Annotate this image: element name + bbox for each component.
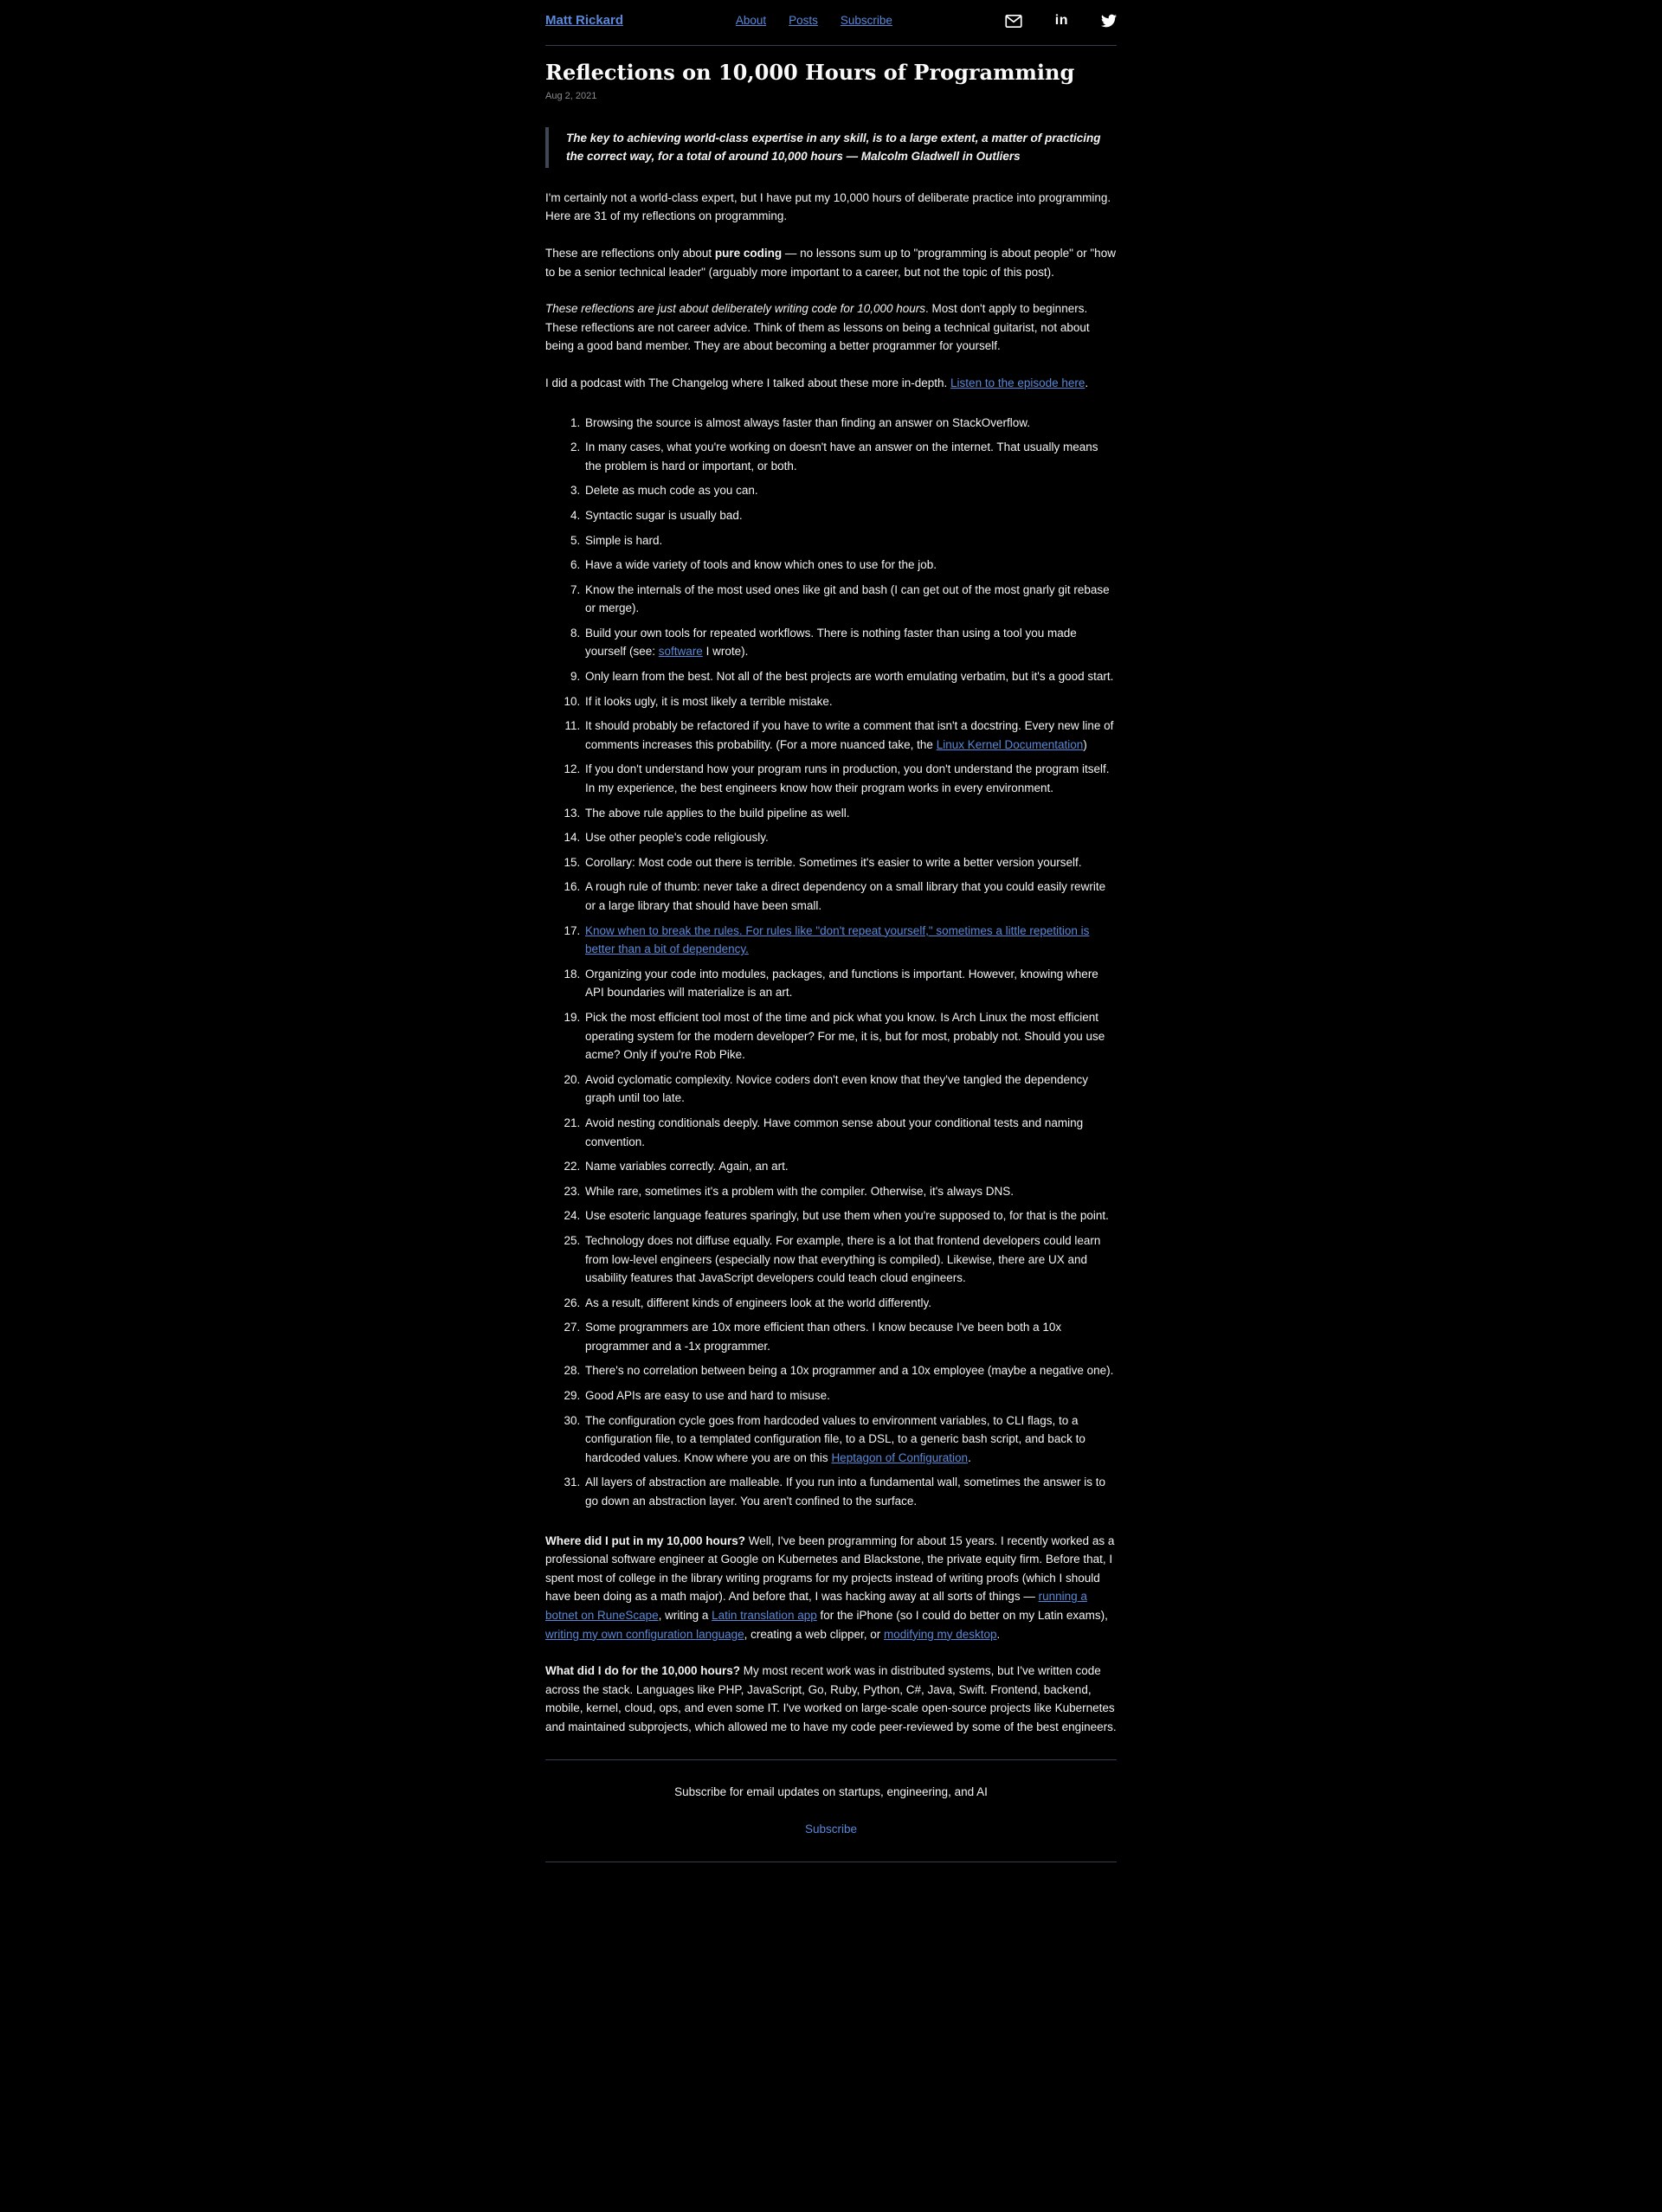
site-footer xyxy=(545,1759,1117,1862)
text-segment: There's no correlation between being a 10x programmer and a 10x employee (maybe a negative one). xyxy=(585,1364,1114,1378)
text-segment: Use esoteric language features sparingly, but use them when you're supposed to, for that is the point. xyxy=(585,1209,1109,1223)
list-item xyxy=(583,624,1117,661)
text-segment: The key to achieving world-class expertise in any skill, is to a large extent, a matter of practicing the correct way, for a total of around 10,000 hours — Malcolm Gladwell in Outliers xyxy=(566,131,1101,164)
nav-about[interactable]: About xyxy=(735,14,767,28)
list-item xyxy=(583,581,1117,618)
list-item xyxy=(583,760,1117,797)
text-segment: . xyxy=(996,1627,1001,1641)
page-title: Reflections on 10,000 Hours of Programming xyxy=(545,60,1075,85)
post-date: Aug 2, 2021 xyxy=(545,91,597,101)
text-segment: Build your own tools for repeated workflows. There is nothing faster than using a tool you made yourself (see: xyxy=(585,626,1077,659)
inline-link[interactable]: running a botnet on RuneScape xyxy=(545,1590,1087,1622)
list-item xyxy=(583,1206,1117,1225)
text-segment: Know the internals of the most used ones like git and bash (I can get out of the most gnarly git rebase or merge). xyxy=(585,582,1110,615)
text-segment: My most recent work was in distributed systems, but I've written code across the stack. Languages like PHP, JavaScript, Go, Ruby, Python, C#, Java, Swift. Frontend, backend, mobile, kernel, cloud, ops, and even some IT. I've worked on large-scale open-source projects like Kubernetes and maintained subprojects, which allowed me to have my code peer-reviewed by some of the best engineers. xyxy=(545,1664,1117,1733)
list-item xyxy=(583,1157,1117,1176)
text-segment: Name variables correctly. Again, an art. xyxy=(585,1160,789,1174)
list-item xyxy=(583,804,1117,823)
list-item xyxy=(583,1361,1117,1380)
inline-link[interactable]: Heptagon of Configuration xyxy=(831,1450,969,1464)
text-segment: I'm certainly not a world-class expert, but I have put my 10,000 hours of deliberate practice into programming. Here are 31 of my reflections on programming. xyxy=(545,190,1111,223)
social-icons xyxy=(1005,13,1117,29)
text-segment: These reflections are just about deliberately writing code for 10,000 hours xyxy=(545,302,926,316)
text-segment: If it looks ugly, it is most likely a terrible mistake. xyxy=(585,694,833,708)
list-item xyxy=(583,1318,1117,1355)
list-item xyxy=(583,556,1117,575)
text-segment: , writing a xyxy=(658,1609,712,1622)
text-segment: Browsing the source is almost always faster than finding an answer on StackOverflow. xyxy=(585,415,1030,429)
closing-paragraph xyxy=(545,1662,1117,1736)
list-item xyxy=(583,1071,1117,1108)
inline-link[interactable]: software xyxy=(658,645,703,659)
list-item xyxy=(583,1114,1117,1151)
list-item xyxy=(583,481,1117,500)
list-item xyxy=(583,1294,1117,1313)
page-container xyxy=(545,0,1117,1873)
list-item xyxy=(583,1386,1117,1405)
text-segment: All layers of abstraction are malleable. If you run into a fundamental wall, sometimes the answer is to go down an abstraction layer. You aren't confined to the surface. xyxy=(585,1476,1106,1508)
list-item xyxy=(583,1411,1117,1468)
text-segment: for the iPhone (so I could do better on my Latin exams), xyxy=(816,1609,1108,1622)
intro-paragraph xyxy=(545,189,1117,226)
text-segment: It should probably be refactored if you have to write a comment that isn't a docstring. Every new line of comments increases this probability. (For a more nuanced take, the xyxy=(585,719,1114,751)
list-item xyxy=(583,692,1117,711)
closing-paragraph xyxy=(545,1532,1117,1644)
inline-link[interactable]: writing my own configuration language xyxy=(545,1627,744,1641)
list-item xyxy=(583,667,1117,686)
list-item xyxy=(583,828,1117,847)
main-nav xyxy=(736,11,892,30)
text-segment: Well, I've been programming for about 15 years. I recently worked as a professional software engineer at Google on Kubernetes and Blackstone, the private equity firm. Before that, I spent most of college in the library writing programs for my projects instead of writing proofs (which I should have been doing as a math major). And before that, I was hacking away at all sorts of things — xyxy=(545,1534,1115,1604)
list-item xyxy=(583,414,1117,433)
intro-paragraph xyxy=(545,374,1117,393)
list-item xyxy=(583,438,1117,475)
text-segment: If you don't understand how your program runs in production, you don't understand the program itself. In my experience, the best engineers know how their program works in every environment. xyxy=(585,762,1110,795)
list-item xyxy=(583,1008,1117,1064)
text-segment: pure coding xyxy=(714,246,783,260)
text-segment: Organizing your code into modules, packages, and functions is important. However, knowing where API boundaries will materialize is an art. xyxy=(585,967,1098,1000)
text-segment: Avoid cyclomatic complexity. Novice coders don't even know that they've tangled the dependency graph until too late. xyxy=(585,1072,1088,1105)
reflections-list xyxy=(545,414,1117,1511)
text-segment: Technology does not diffuse equally. For example, there is a lot that frontend developers could learn from low-level engineers (especially now that everything is compiled). Likewise, there are UX and usability features that JavaScript developers could teach cloud engineers. xyxy=(585,1233,1101,1285)
email-icon[interactable] xyxy=(1005,14,1022,29)
list-item xyxy=(583,922,1117,959)
list-item xyxy=(583,531,1117,550)
text-segment: Avoid nesting conditionals deeply. Have common sense about your conditional tests and naming convention. xyxy=(585,1116,1084,1148)
text-segment: I did a podcast with The Changelog where I talked about these more in-depth. xyxy=(545,376,951,389)
linkedin-icon[interactable]: in xyxy=(1054,13,1068,28)
nav-subscribe[interactable]: Subscribe xyxy=(840,14,892,28)
twitter-icon[interactable] xyxy=(1101,13,1117,29)
text-segment: ) xyxy=(1083,737,1087,751)
inline-link[interactable]: Linux Kernel Documentation xyxy=(936,737,1084,751)
text-segment: In many cases, what you're working on doesn't have an answer on the internet. That usually means the problem is hard or important, or both. xyxy=(585,440,1098,473)
inline-link[interactable]: modifying my desktop xyxy=(883,1627,997,1641)
footer-subscribe-link[interactable]: Subscribe xyxy=(804,1823,858,1836)
text-segment: — no lessons sum up to "programming is about people" or "how to be a senior technical leader" (arguably more important to a career, but not the topic of this post). xyxy=(545,246,1116,279)
intro-paragraph xyxy=(545,244,1117,281)
inline-link[interactable]: Latin translation app xyxy=(712,1609,817,1622)
text-segment: Only learn from the best. Not all of the best projects are worth emulating verbatim, but it's a good start. xyxy=(585,670,1114,684)
text-segment: The above rule applies to the build pipeline as well. xyxy=(585,806,850,820)
text-segment: Have a wide variety of tools and know which ones to use for the job. xyxy=(585,558,937,572)
text-segment: . Most don't apply to beginners. These reflections are not career advice. Think of them as lessons on being a technical guitarist, not about being a good band member. They are about becoming a better programmer for yourself. xyxy=(545,302,1090,353)
text-segment: Delete as much code as you can. xyxy=(585,484,758,498)
site-header xyxy=(545,0,1117,46)
text-segment: , creating a web clipper, or xyxy=(744,1627,884,1641)
text-segment: Pick the most efficient tool most of the time and pick what you know. Is Arch Linux the most efficient operating system for the modern developer? For me, it is, but for most, probably not. Should you use acme? Only if you're Rob Pike. xyxy=(585,1010,1105,1062)
text-segment: The configuration cycle goes from hardcoded values to environment variables, to CLI flags, to a configuration file, to a templated configuration file, to a DSL, to a generic bash script, and back to hardcoded values. Know where you are on this xyxy=(585,1413,1085,1464)
text-segment: What did I do for the 10,000 hours? xyxy=(545,1664,741,1678)
inline-link[interactable]: Listen to the episode here xyxy=(950,376,1085,389)
list-item xyxy=(583,717,1117,754)
list-item xyxy=(583,853,1117,872)
text-segment: . xyxy=(1085,376,1089,389)
list-item xyxy=(583,1473,1117,1510)
brand-link[interactable]: Matt Rickard xyxy=(545,13,624,28)
text-segment: While rare, sometimes it's a problem with the compiler. Otherwise, it's always DNS. xyxy=(585,1184,1015,1198)
intro-paragraph xyxy=(545,299,1117,356)
text-segment: As a result, different kinds of engineers look at the world differently. xyxy=(585,1296,931,1309)
text-segment: Some programmers are 10x more efficient than others. I know because I've been both a 10x programmer and a -1x programmer. xyxy=(585,1321,1062,1353)
text-segment: A rough rule of thumb: never take a direct dependency on a small library that you could easily rewrite or a large library that should have been small. xyxy=(585,880,1106,912)
nav-posts[interactable]: Posts xyxy=(789,14,818,28)
text-segment: Corollary: Most code out there is terrible. Sometimes it's easier to write a better version yourself. xyxy=(585,855,1082,869)
article xyxy=(545,60,1117,1737)
text-segment: I wrote). xyxy=(702,645,749,659)
text-segment: . xyxy=(968,1450,971,1464)
inline-link[interactable]: Know when to break the rules. For rules like "don't repeat yourself," sometimes a little repetition is better than a bit of dependency. xyxy=(585,923,1090,956)
text-segment: Where did I put in my 10,000 hours? xyxy=(545,1534,746,1547)
text-segment: These are reflections only about xyxy=(545,246,715,260)
text-segment: Simple is hard. xyxy=(585,533,663,547)
footer-blurb: Subscribe for email updates on startups, engineering, and AI xyxy=(674,1784,988,1798)
list-item xyxy=(583,965,1117,1002)
list-item xyxy=(583,878,1117,915)
text-segment: Good APIs are easy to use and hard to misuse. xyxy=(585,1389,830,1403)
quote-block xyxy=(545,127,1117,168)
list-item xyxy=(583,506,1117,525)
list-item xyxy=(583,1231,1117,1288)
list-item xyxy=(583,1182,1117,1201)
text-segment: Syntactic sugar is usually bad. xyxy=(585,508,743,522)
text-segment: Use other people's code religiously. xyxy=(585,831,769,845)
